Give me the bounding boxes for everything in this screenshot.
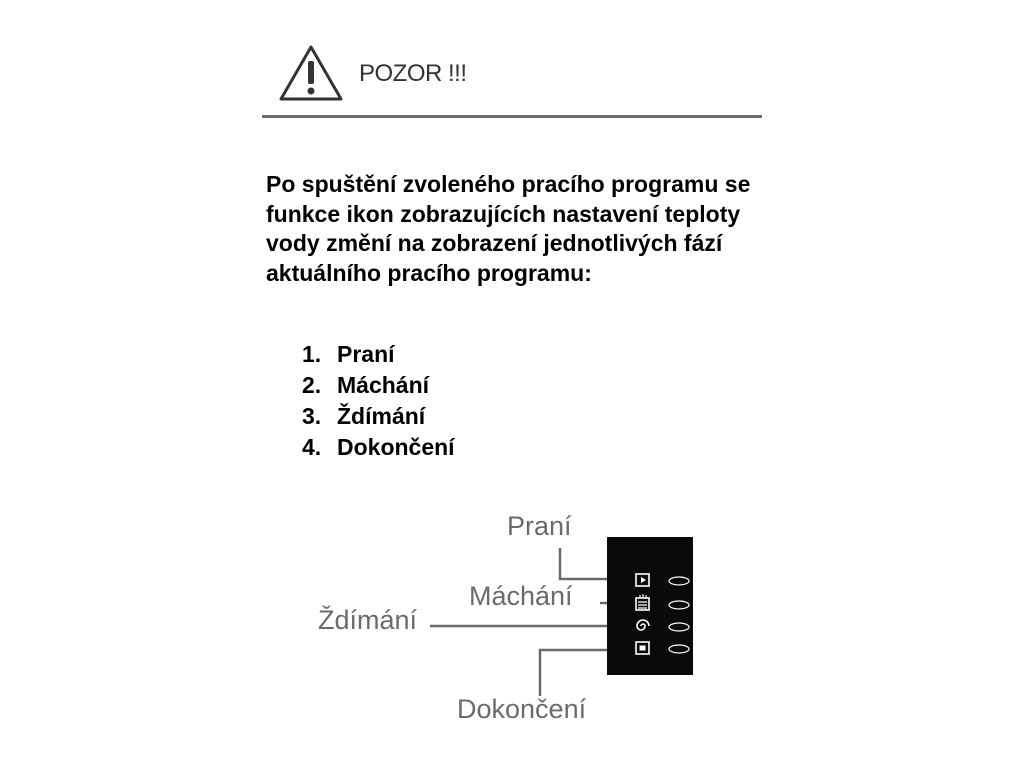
list-item-number: 4. [302,434,322,460]
list-item-label: Praní [337,341,395,367]
label-prani: Praní [507,511,572,541]
warning-title: POZOR !!! [359,60,467,87]
label-zdimani: Ždímání [318,605,418,635]
list-item-label: Ždímání [337,403,426,429]
list-item-number: 2. [302,372,322,398]
list-item-number: 1. [302,341,322,367]
list-item-number: 3. [302,403,322,429]
intro-paragraph: Po spuštění zvoleného pracího programu se funkce ikon zobrazujících nastavení teploty vody změní na zobrazení jednotlivých fází aktuálního pracího programu: [266,171,751,286]
list-item-label: Dokončení [337,434,455,460]
label-machani: Máchání [469,581,573,611]
control-panel [607,537,693,675]
list-item-label: Máchání [337,372,430,398]
label-dokonceni: Dokončení [457,694,587,724]
